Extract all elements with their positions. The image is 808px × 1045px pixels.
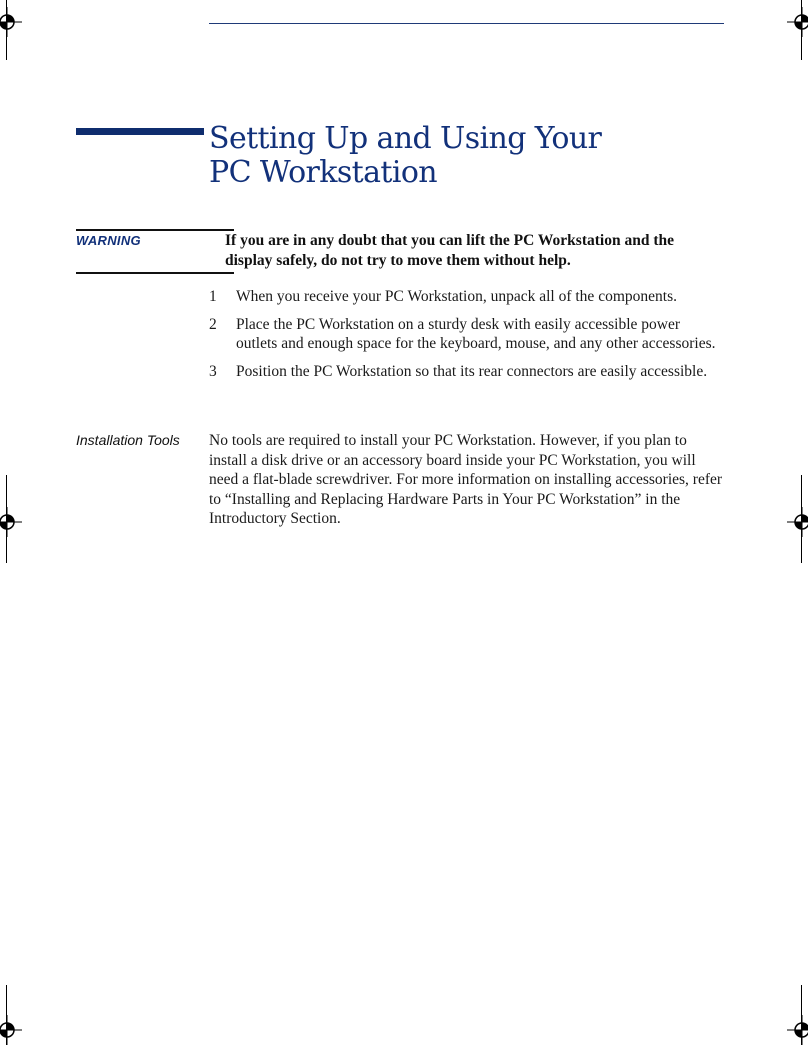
setup-steps-list [209, 287, 724, 389]
step-number: 3 [209, 362, 217, 380]
step-number: 1 [209, 288, 217, 305]
crop-line [801, 475, 802, 563]
step-text: Place the PC Workstation on a sturdy desk with easily accessible power outlets and enough space for the keyboard, mouse, and any other accessories. [236, 315, 716, 352]
header-rule [209, 23, 724, 24]
list-item [209, 287, 724, 307]
registration-mark-icon [787, 7, 808, 37]
registration-mark-icon [787, 507, 808, 537]
title-line-2: PC Workstation [209, 155, 438, 190]
crop-line [6, 475, 7, 563]
page-title [209, 122, 601, 190]
installation-tools-text: No tools are required to install your PC Workstation. However, if you plan to install a disk drive or an accessory board inside your PC Workstation, you will need a flat-blade screwdriver. For more information on installing accessories, refer to “Installing and Replacing Hardware Parts in Your PC Workstation” in the Introductory Section. [209, 432, 723, 527]
list-item [209, 315, 724, 354]
warning-bottom-rule [76, 272, 234, 274]
registration-mark-icon [0, 1015, 22, 1045]
step-number: 2 [209, 315, 217, 333]
list-item [209, 362, 724, 382]
step-text: When you receive your PC Workstation, unpack all of the components. [236, 288, 677, 305]
title-line-1: Setting Up and Using Your [209, 121, 602, 156]
step-text: Position the PC Workstation so that its rear connectors are easily accessible. [236, 362, 708, 380]
registration-mark-icon [0, 507, 22, 537]
crop-line [801, 0, 802, 60]
warning-top-rule [76, 229, 234, 231]
warning-label: WARNING [76, 233, 141, 248]
crop-line [6, 0, 7, 60]
installation-tools-label: Installation Tools [76, 432, 180, 448]
warning-text: If you are in any doubt that you can lift the PC Workstation and the display safely, do not try to move them without help. [225, 232, 674, 269]
crop-line [6, 985, 7, 1045]
registration-mark-icon [0, 7, 22, 37]
title-accent-bar [76, 128, 204, 135]
registration-mark-icon [787, 1015, 808, 1045]
crop-line [801, 985, 802, 1045]
